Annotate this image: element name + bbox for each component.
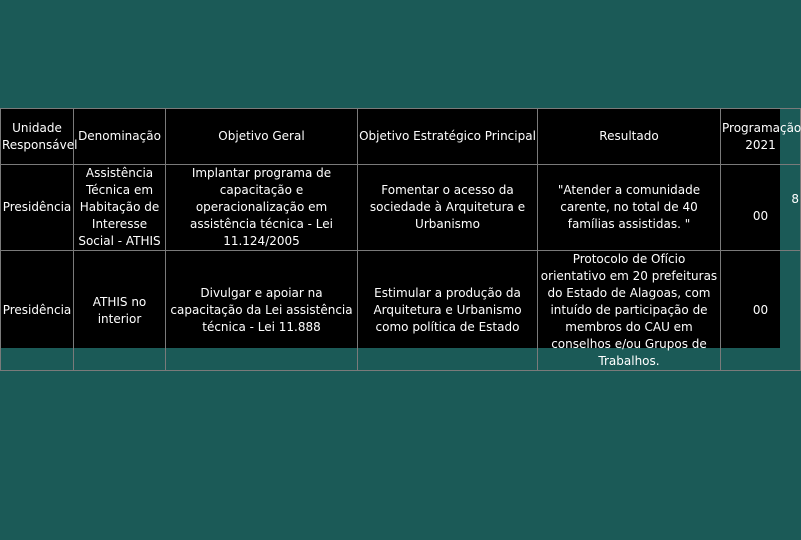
table-row xyxy=(1,165,801,251)
cell-objetivo-estrategico: Fomentar o acesso da sociedade à Arquitetura e Urbanismo xyxy=(358,165,538,251)
cell-programacao xyxy=(721,165,801,251)
cell-denominacao: Assistência Técnica em Habitação de Interesse Social - ATHIS xyxy=(74,165,166,251)
table-row xyxy=(1,251,801,371)
header-unidade: Unidade Responsável xyxy=(1,109,74,165)
programacao-partial-digit: 8 xyxy=(791,191,799,206)
table-header-row xyxy=(1,109,801,165)
cell-unidade: Presidência xyxy=(1,251,74,371)
header-objetivo-geral: Objetivo Geral xyxy=(166,109,358,165)
header-objetivo-estrategico: Objetivo Estratégico Principal xyxy=(358,109,538,165)
header-denominacao: Denominação xyxy=(74,109,166,165)
cell-programacao xyxy=(721,251,801,371)
programacao-value: 00 xyxy=(752,208,769,223)
cell-objetivo-geral: Divulgar e apoiar na capacitação da Lei assistência técnica - Lei 11.888 xyxy=(166,251,358,371)
cell-resultado: Protocolo de Ofício orientativo em 20 prefeituras do Estado de Alagoas, com intuído de participação de membros do CAU em conselhos e/ou Grupos de Trabalhos. xyxy=(538,251,721,371)
header-resultado: Resultado xyxy=(538,109,721,165)
action-plan-table xyxy=(0,108,801,371)
cell-objetivo-geral: Implantar programa de capacitação e operacionalização em assistência técnica - Lei 11.124/2005 xyxy=(166,165,358,251)
cell-resultado: "Atender a comunidade carente, no total de 40 famílias assistidas. " xyxy=(538,165,721,251)
cell-unidade: Presidência xyxy=(1,165,74,251)
cell-objetivo-estrategico: Estimular a produção da Arquitetura e Urbanismo como política de Estado xyxy=(358,251,538,371)
header-programacao: Programação 2021 xyxy=(721,109,801,165)
cell-denominacao: ATHIS no interior xyxy=(74,251,166,371)
programacao-value: 00 xyxy=(752,303,769,317)
action-plan-table-wrapper xyxy=(0,108,801,368)
